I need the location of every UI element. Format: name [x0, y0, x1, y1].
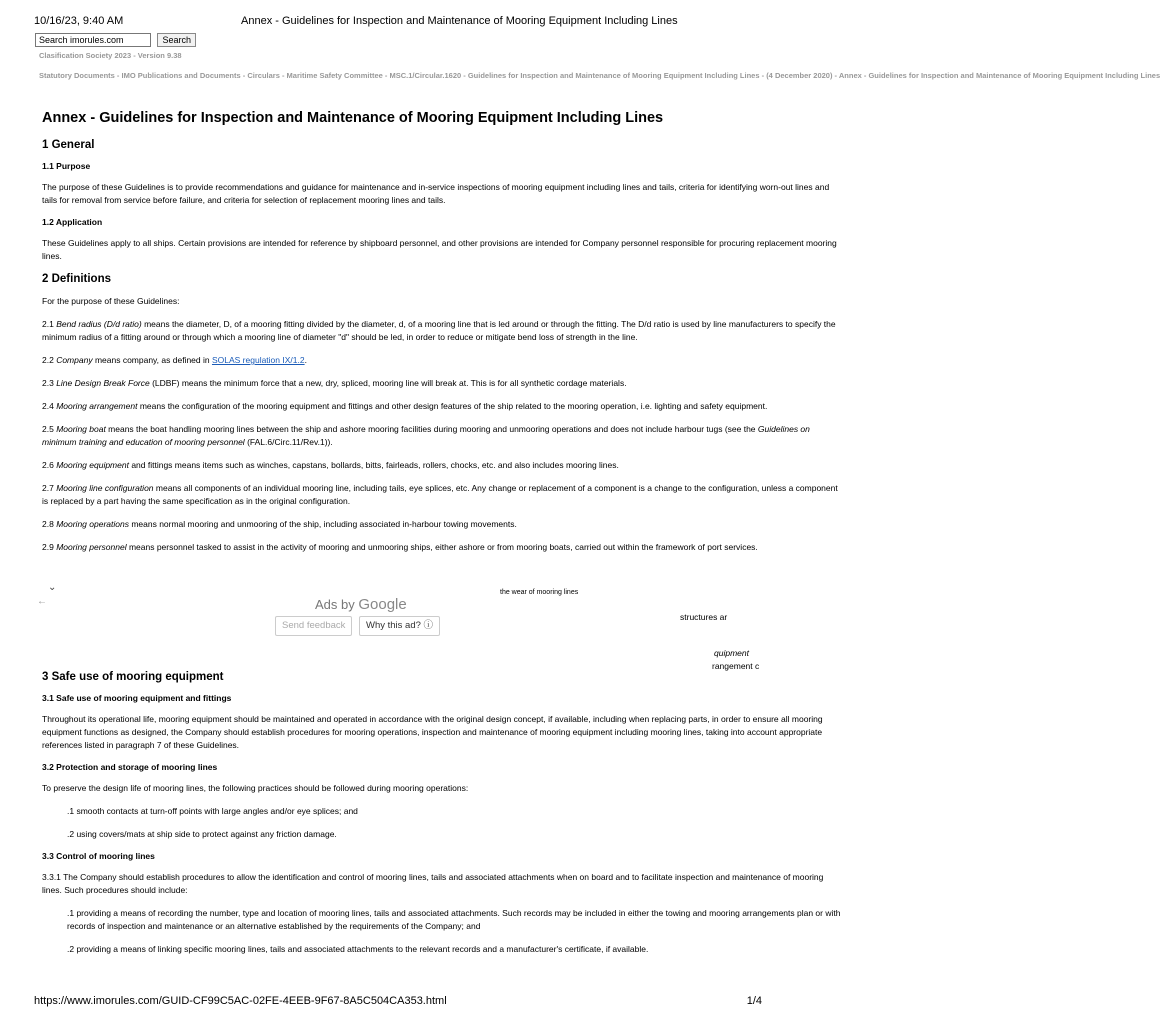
obscured-text: quipment	[714, 648, 749, 658]
paragraph-protection: To preserve the design life of mooring lines, the following practices should be followed during mooring operations:	[42, 783, 469, 793]
obscured-text: rangement c	[712, 661, 760, 671]
definition-mooring-boat: 2.5 Mooring boat means the boat handling mooring lines between the ship and ashore mooring facilities during mooring and unmooring operations and does not include harbour tugs (see the Guidelines on minimum training and education of mooring personnel (FAL.6/Circ.11/Rev.1)).	[42, 424, 810, 447]
paragraph-purpose: The purpose of these Guidelines is to provide recommendations and guidance for maintenance and in-service inspections of mooring equipment including lines and tails, criteria for identifying worn-out lines and tails for removal from service before failure, and criteria for selection of replacement mooring lines and tails.	[42, 182, 830, 205]
subheading-application: 1.2 Application	[42, 217, 103, 227]
print-date: 10/16/23, 9:40 AM	[34, 15, 124, 27]
send-feedback-button[interactable]: Send feedback	[275, 616, 352, 636]
definition-bend-radius: 2.1 Bend radius (D/d ratio) means the diameter, D, of a mooring fitting divided by the diameter, d, of a mooring line that is led around or through the fitting. The D/d ratio is used by line manufacturers to specify the minimum radius of a fitting around or through which a mooring line of diameter "d" should be led, in order to reduce or mitigate bend loss of strength in the line.	[42, 319, 836, 342]
definition-mooring-arrangement: 2.4 Mooring arrangement means the configuration of the mooring equipment and fittings and other design features of the ship related to the mooring operation, i.e. lighting and safety equipment.	[42, 401, 768, 411]
search-form	[35, 33, 196, 47]
page-number: 1/4	[746, 995, 762, 1007]
chevron-down-icon[interactable]: ⌄	[48, 582, 57, 593]
subheading-protection-storage: 3.2 Protection and storage of mooring lines	[42, 762, 218, 772]
ads-by-google-label: Ads by Google	[315, 596, 407, 613]
subheading-purpose: 1.1 Purpose	[42, 161, 91, 171]
section-heading-definitions: 2 Definitions	[42, 273, 112, 285]
subheading-safe-use-equipment: 3.1 Safe use of mooring equipment and fittings	[42, 693, 232, 703]
definition-mooring-equipment: 2.6 Mooring equipment and fittings means items such as winches, capstans, bollards, bitts, fairleads, rollers, chocks, etc. and also includes mooring lines.	[42, 460, 619, 470]
list-item: .1 providing a means of recording the number, type and location of mooring lines, tails and associated attachments. Such records may be included in either the towing and mooring arrangements plan or with records of inspection and maintenance or an alternative established by the requirements of the Company; and	[67, 908, 841, 931]
procedures-list	[42, 907, 841, 956]
subheading-control-lines: 3.3 Control of mooring lines	[42, 851, 155, 861]
definition-mooring-operations: 2.8 Mooring operations means normal mooring and unmooring of the ship, including associated in-harbour towing movements.	[42, 519, 517, 529]
section-heading-safe-use: 3 Safe use of mooring equipment	[42, 671, 224, 683]
definition-mooring-line-configuration: 2.7 Mooring line configuration means all components of an individual mooring line, including tails, eye splices, etc. Any change or replacement of a component is a change to the configuration, unless a component is replaced by a part having the same specification as in the original configuration.	[42, 483, 838, 506]
back-arrow-icon[interactable]: ←	[37, 596, 47, 607]
classification-label: Clasification Society 2023 - Version 9.38	[39, 51, 182, 60]
list-item: .1 smooth contacts at turn-off points with large angles and/or eye splices; and	[67, 806, 358, 816]
list-item: .2 providing a means of linking specific mooring lines, tails and associated attachments to the relevant records and a manufacturer's certificate, if available.	[67, 944, 649, 954]
solas-regulation-link[interactable]: SOLAS regulation IX/1.2	[211, 355, 305, 365]
paragraph-safe-use: Throughout its operational life, mooring equipment should be maintained and operated in accordance with the original design concept, if available, including when replacing parts, in order to ensure all mooring equipment functions as designed, the Company should establish procedures for mooring operations, inspection and maintenance of mooring equipment including mooring lines, taking into account appropriate references listed in paragraph 7 of these Guidelines.	[42, 714, 823, 750]
print-url: https://www.imorules.com/GUID-CF99C5AC-02FE-4EEB-9F67-8A5C504CA353.html	[34, 995, 447, 1007]
definition-ldbf: 2.3 Line Design Break Force (LDBF) means the minimum force that a new, dry, spliced, mooring line will break at. This is for all synthetic cordage materials.	[42, 378, 627, 388]
breadcrumb[interactable]: Statutory Documents - IMO Publications and Documents - Circulars - Maritime Safety Committee - MSC.1/Circular.1620 - Guidelines for Inspection and Maintenance of Mooring Equipment Including Lines - (4 December 2020) - Annex - Guidelines for Inspection and Maintenance of Mooring Equipment Including Lines	[39, 71, 1160, 80]
paragraph-definitions-intro: For the purpose of these Guidelines:	[42, 296, 180, 306]
paragraph-application: These Guidelines apply to all ships. Certain provisions are intended for reference by shipboard personnel, and other provisions are intended for Company personnel responsible for procuring replacement mooring lines.	[42, 238, 837, 261]
page-title: Annex - Guidelines for Inspection and Maintenance of Mooring Equipment Including Lines	[42, 110, 664, 126]
section-heading-general: 1 General	[42, 139, 95, 151]
print-title: Annex - Guidelines for Inspection and Maintenance of Mooring Equipment Including Lines	[241, 15, 678, 27]
obscured-text: structures ar	[680, 612, 728, 622]
definition-mooring-personnel: 2.9 Mooring personnel means personnel tasked to assist in the activity of mooring and unmooring ships, either ashore or from mooring boats, carried out within the framework of port services.	[42, 542, 758, 552]
list-item: .2 using covers/mats at ship side to protect against any friction damage.	[67, 829, 337, 839]
search-input[interactable]	[35, 33, 151, 47]
ad-overlay	[34, 581, 768, 671]
search-button[interactable]: Search	[157, 33, 196, 47]
practices-list	[42, 805, 768, 841]
obscured-text: the wear of mooring lines	[500, 589, 579, 596]
why-this-ad-button[interactable]: Why this ad? ⓘ	[359, 616, 440, 636]
document-body	[42, 104, 841, 966]
paragraph-control: 3.3.1 The Company should establish procedures to allow the identification and control of mooring lines, tails and associated attachments when on board and to facilitate inspection and maintenance of mooring lines. Such procedures should include:	[42, 872, 824, 895]
print-header	[0, 15, 768, 29]
definition-company: 2.2 Company means company, as defined in SOLAS regulation IX/1.2.	[42, 355, 307, 365]
